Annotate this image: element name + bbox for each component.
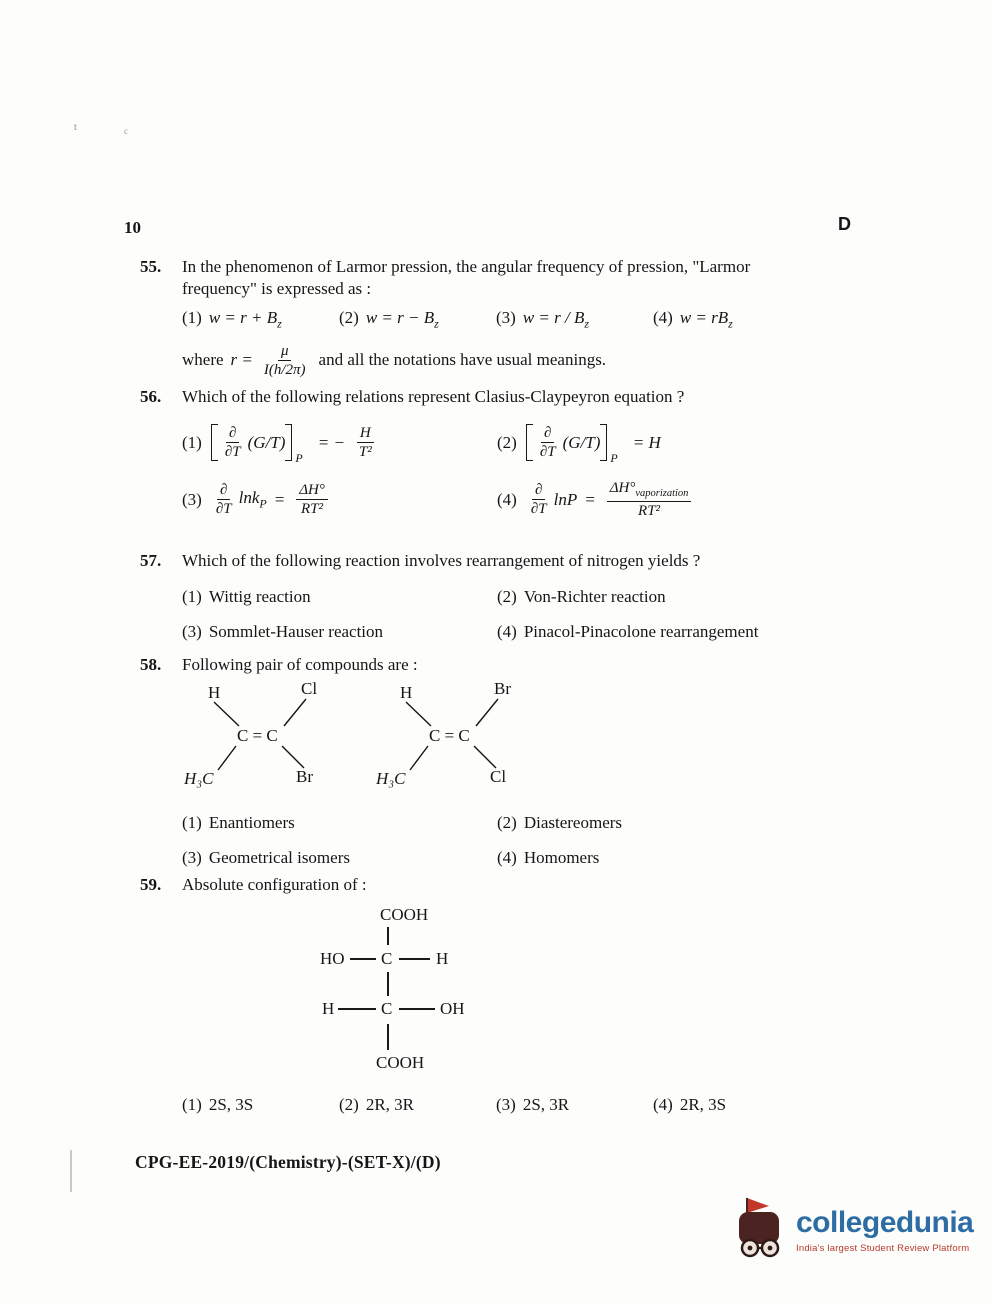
question-text: Absolute configuration of :: [182, 875, 367, 894]
option-label: (3): [182, 847, 202, 867]
document-code: CPG-EE-2019/(Chemistry)-(SET-X)/(D): [135, 1152, 441, 1172]
fraction-numerator: [607, 479, 692, 502]
bond-line: [338, 1008, 376, 1010]
option-label: (4): [497, 489, 517, 509]
question-text: Which of the following relations represent Clasius-Claypeyron equation ?: [182, 387, 685, 406]
question-58: [140, 654, 870, 869]
fraction-numerator: ∂: [217, 481, 230, 500]
bond-line: [350, 958, 376, 960]
substituent-label: Br: [296, 767, 313, 787]
question-number: 59.: [140, 875, 162, 894]
fraction: [222, 424, 244, 461]
fraction: [607, 479, 692, 520]
option-3: [496, 307, 653, 332]
options-row: [182, 307, 870, 332]
option-text: Enantiomers: [208, 813, 295, 833]
option-4: [653, 1094, 726, 1116]
option-4: [497, 847, 870, 869]
formula-option-2: [497, 424, 668, 465]
left-bracket: [526, 424, 533, 461]
formula-option-4: [497, 479, 695, 520]
fraction-denominator: ∂T: [530, 501, 547, 518]
option-formula: w = r + B: [208, 307, 278, 327]
option-1: [182, 812, 497, 834]
fraction-denominator: T²: [358, 444, 372, 461]
substituent-label: H: [400, 683, 413, 703]
question-number: 57.: [140, 551, 162, 570]
question-text-line: In the phenomenon of Larmor pression, the angular frequency of pression, "Larmor: [182, 257, 751, 276]
formula-row-2: [182, 479, 870, 520]
fraction-numerator: ∂: [532, 481, 545, 500]
delta-h-text: ΔH°: [609, 480, 636, 497]
option-label: (3): [182, 489, 202, 509]
bond-line: [218, 746, 236, 770]
option-4: [497, 621, 870, 643]
where-clause: [182, 342, 870, 379]
option-label: (2): [497, 587, 517, 607]
brand-name: collegedunia: [796, 1206, 974, 1239]
formula-option-1: [182, 424, 379, 465]
option-text: Von-Richter reaction: [523, 587, 666, 607]
question-57: [140, 550, 870, 643]
bond-line: [474, 746, 496, 768]
fraction-numerator: H: [357, 424, 374, 443]
option-text: 2R, 3R: [365, 1095, 415, 1115]
formula-row-1: [182, 424, 870, 465]
substituent-label: H: [208, 683, 221, 703]
fraction: [213, 481, 235, 518]
collegedunia-logo: [733, 1196, 973, 1260]
substituent-label: H₃C: [184, 769, 214, 789]
molecule-pair: [182, 680, 870, 804]
question-59: [140, 874, 870, 1117]
fraction: [537, 424, 559, 461]
equals-sign: = −: [317, 432, 345, 452]
subscript: P: [259, 496, 267, 511]
group-label: HO: [320, 949, 345, 969]
question-text-line: frequency" is expressed as :: [182, 279, 372, 299]
page-number: 10: [124, 218, 141, 237]
fraction-denominator: RT²: [638, 503, 661, 520]
group-label: COOH: [380, 905, 429, 925]
function-text: lnk: [238, 488, 260, 508]
option-formula: w = rB: [679, 307, 729, 327]
option-text: Pinacol-Pinacolone rearrangement: [523, 621, 759, 641]
where-text: and all the notations have usual meanings.: [318, 350, 607, 370]
option-label: (2): [339, 307, 359, 327]
bracket-subscript: P: [295, 450, 303, 465]
option-2: [497, 586, 870, 608]
equals-sign: =: [584, 489, 596, 509]
question-text: Following pair of compounds are :: [182, 655, 418, 674]
fraction: [356, 424, 375, 461]
bond-line: [406, 702, 431, 726]
option-label: (4): [653, 307, 673, 327]
substituent-label: Cl: [490, 767, 507, 787]
mascot-icon: [733, 1196, 787, 1260]
carbon-label: C: [381, 999, 393, 1019]
substituent-label: Br: [494, 680, 511, 699]
scan-artifact-mark: c: [124, 126, 128, 136]
fraction: [296, 481, 328, 518]
bond-line: [399, 1008, 435, 1010]
option-3: [182, 621, 497, 643]
brand-text-group: [796, 1208, 973, 1254]
question-text: [182, 256, 870, 301]
bond-line: [214, 702, 239, 726]
option-1: [182, 1094, 339, 1116]
mascot-head: [739, 1212, 779, 1244]
option-formula: w = r / B: [522, 307, 585, 327]
option-label: (1): [182, 813, 202, 833]
options-grid: [182, 812, 870, 869]
option-4: [653, 307, 733, 332]
options-grid: [182, 586, 870, 643]
option-label: (4): [497, 621, 517, 641]
fischer-projection: [318, 904, 508, 1080]
option-text: Wittig reaction: [208, 587, 311, 607]
bond-line: [282, 746, 304, 768]
bracket-group: [526, 424, 624, 465]
substituent-label: Cl: [301, 680, 318, 699]
option-text: Homomers: [523, 847, 600, 867]
subscript: z: [434, 316, 439, 331]
molecule-structure-1: [184, 680, 354, 792]
option-3: [496, 1094, 653, 1116]
option-text: 2S, 3S: [208, 1095, 254, 1115]
fraction-denominator: ∂T: [539, 444, 556, 461]
question-55: [140, 256, 870, 379]
scan-artifact-mark: t: [74, 122, 77, 133]
double-bond-label: C = C: [237, 726, 278, 746]
fraction-denominator: I(h/2π): [263, 362, 306, 379]
molecule-structure-2: [376, 680, 546, 792]
option-2: [497, 812, 870, 834]
option-label: (2): [497, 432, 517, 452]
eye-dot: [748, 1246, 753, 1251]
option-label: (4): [653, 1095, 673, 1115]
option-label: (1): [182, 587, 202, 607]
option-text: 2R, 3S: [679, 1095, 727, 1115]
option-label: (2): [339, 1095, 359, 1115]
option-2: [339, 1094, 496, 1116]
bond-line: [387, 1024, 389, 1050]
group-label: H: [436, 949, 449, 969]
option-text: Diastereomers: [523, 813, 623, 833]
fraction: [261, 342, 309, 379]
option-1: [182, 307, 339, 332]
fraction-numerator: ∂: [541, 424, 554, 443]
equals-sign: =: [273, 489, 286, 509]
right-bracket: [285, 424, 292, 461]
bond-line: [399, 958, 430, 960]
option-formula: w = r − B: [365, 307, 435, 327]
bracket-argument: (G/T): [562, 432, 601, 452]
function-name: lnP: [553, 489, 578, 509]
option-label: (1): [182, 307, 202, 327]
bracket-group: [211, 424, 309, 465]
option-label: (3): [496, 307, 516, 327]
equals-sign: = H: [632, 432, 661, 452]
option-2: [339, 307, 496, 332]
option-text: Sommlet-Hauser reaction: [208, 621, 384, 641]
fraction-denominator: ∂T: [215, 501, 232, 518]
subscript: z: [277, 316, 282, 331]
fraction-denominator: RT²: [301, 501, 324, 518]
where-text: where: [182, 350, 224, 370]
fraction: [528, 481, 550, 518]
question-number: 58.: [140, 655, 162, 674]
question-number: 56.: [140, 387, 162, 406]
question-56: [140, 386, 870, 520]
bond-line: [410, 746, 428, 770]
function-name: [239, 487, 267, 512]
option-label: (1): [182, 432, 202, 452]
question-text: Which of the following reaction involves rearrangement of nitrogen yields ?: [182, 551, 701, 570]
fraction-numerator: ∂: [226, 424, 239, 443]
brand-tagline: India's largest Student Review Platform: [796, 1243, 970, 1254]
set-letter: D: [838, 214, 851, 234]
subscript: z: [728, 316, 733, 331]
option-label: (3): [182, 621, 202, 641]
fraction-numerator: μ: [278, 342, 292, 361]
bond-line: [387, 927, 389, 945]
scan-artifact-line: [70, 1150, 72, 1192]
bond-line: [284, 699, 306, 726]
left-bracket: [211, 424, 218, 461]
option-3: [182, 847, 497, 869]
bracket-subscript: P: [610, 450, 618, 465]
group-label: COOH: [376, 1053, 425, 1073]
eye-dot: [768, 1246, 773, 1251]
bond-line: [387, 972, 389, 996]
option-label: (1): [182, 1095, 202, 1115]
bracket-argument: (G/T): [247, 432, 286, 452]
option-text: Geometrical isomers: [208, 847, 350, 867]
option-1: [182, 586, 497, 608]
formula-option-3: [182, 481, 332, 518]
options-row: [182, 1094, 870, 1116]
option-label: (4): [497, 847, 517, 867]
pennant-shape: [747, 1198, 769, 1213]
where-variable: r =: [230, 350, 253, 370]
right-bracket: [600, 424, 607, 461]
question-number: 55.: [140, 257, 162, 276]
double-bond-label: C = C: [429, 726, 470, 746]
group-label: H: [322, 999, 335, 1019]
option-label: (3): [496, 1095, 516, 1115]
subscript: z: [584, 316, 590, 331]
fraction-numerator: ΔH°: [296, 481, 328, 500]
carbon-label: C: [381, 949, 393, 969]
option-label: (2): [497, 813, 517, 833]
fraction-denominator: ∂T: [224, 444, 241, 461]
subscript: vaporization: [635, 488, 689, 500]
group-label: OH: [440, 999, 465, 1019]
option-text: 2S, 3R: [522, 1095, 570, 1115]
substituent-label: H₃C: [376, 769, 406, 789]
bond-line: [476, 699, 498, 726]
